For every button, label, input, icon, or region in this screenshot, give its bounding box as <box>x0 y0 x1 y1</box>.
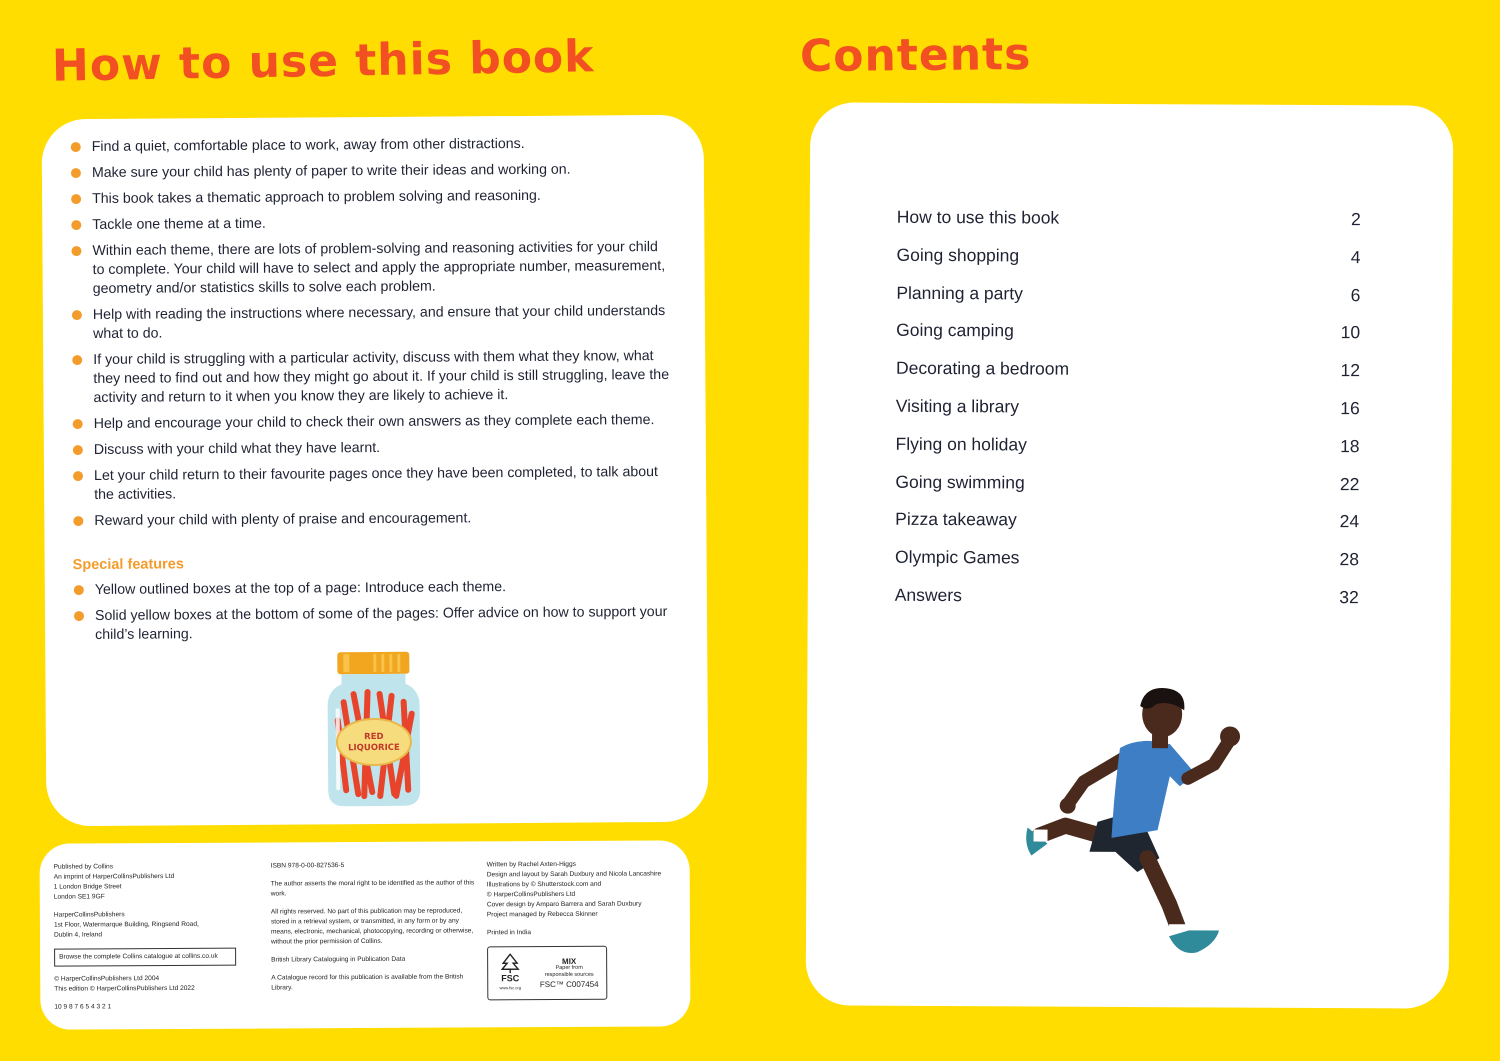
bullet-dot-icon <box>71 168 81 178</box>
instruction-item: Reward your child with plenty of praise and encouragement. <box>72 508 672 531</box>
bullet-dot-icon <box>73 419 83 429</box>
bullet-dot-icon <box>74 611 84 621</box>
toc-entry-title: Visiting a library <box>895 395 1020 417</box>
toc-entry-page: 28 <box>1339 549 1360 570</box>
contents-card <box>806 102 1454 1008</box>
toc-entry-title: How to use this book <box>896 206 1060 228</box>
bullet-dot-icon <box>74 585 84 595</box>
toc-entry-page: 16 <box>1340 398 1360 419</box>
toc-entry-page: 10 <box>1340 322 1361 343</box>
toc-entry-page: 6 <box>1350 284 1361 305</box>
instruction-item: If your child is struggling with a particular activity, discuss with them what they know, what they need to find out and how they might go about it. If your child is still struggling, leave the activity and return to it when you know they are likely to achieve it. <box>71 347 671 408</box>
special-feature-item: Yellow outlined boxes at the top of a page: Introduce each theme. <box>73 577 673 600</box>
fsc-tree-icon: FSC www.fsc.org <box>488 947 532 999</box>
publisher-ireland-address: HarperCollinsPublishers 1st Floor, Watermarque Building, Ringsend Road, Dublin 4, Ireland <box>53 911 199 939</box>
bullet-dot-icon <box>72 310 82 320</box>
toc-entry-page: 22 <box>1339 473 1360 494</box>
printed-in: Printed in India <box>486 929 532 937</box>
runner-illustration-icon <box>1019 685 1240 966</box>
toc-entry-title: Going shopping <box>896 244 1020 266</box>
jar-label-line2: LIQUORICE <box>348 742 400 754</box>
instruction-item: This book takes a thematic approach to problem solving and reasoning. <box>70 186 670 209</box>
fsc-text: MIX Paper from responsible sources FSC™ C007454 <box>539 956 599 990</box>
toc-entry-page: 2 <box>1350 209 1361 230</box>
toc-entry-title: Flying on holiday <box>895 433 1027 455</box>
toc-entry-page: 24 <box>1339 511 1360 532</box>
toc-entry-title: Pizza takeaway <box>895 509 1017 530</box>
publisher-info-card <box>40 840 691 1029</box>
instruction-item: Discuss with your child what they have learnt. <box>72 437 672 460</box>
copyright-notice: © HarperCollinsPublishers Ltd 2004 This edition © HarperCollinsPublishers Ltd 2022 <box>54 975 195 993</box>
toc-entry-page: 32 <box>1339 587 1359 608</box>
moral-rights: The author asserts the moral right to be identified as the author of this work. <box>270 879 475 898</box>
bullet-dot-icon <box>73 471 83 481</box>
all-rights-reserved: All rights reserved. No part of this publication may be reproduced, stored in a retrieval system, or transmitted, in any form or by any means, electronic, mechanical, photocopying, recording or otherwise, without the prior permission of Collins. <box>270 907 474 946</box>
special-features-heading: Special features <box>72 556 184 574</box>
special-features-list <box>73 577 673 652</box>
print-line: 10 9 8 7 6 5 4 3 2 1 <box>54 1003 112 1011</box>
instruction-item: Make sure your child has plenty of paper to write their ideas and working on. <box>70 160 670 183</box>
bullet-dot-icon <box>71 194 81 204</box>
toc-entry[interactable] <box>895 585 1359 625</box>
toc-entry[interactable] <box>896 358 1360 398</box>
toc-entry[interactable] <box>897 207 1361 247</box>
instruction-item: Within each theme, there are lots of problem-solving and reasoning activities for your child to complete. Your child will have to select and apply the appropriate number, measurement, geometry and/or statistics skills to solve each problem. <box>70 238 670 299</box>
rights-column <box>271 860 477 1001</box>
catalogue-record: A Catalogue record for this publication is available from the British Library. <box>271 973 464 992</box>
toc-entry[interactable] <box>896 282 1360 322</box>
bullet-dot-icon <box>71 220 81 230</box>
table-of-contents <box>895 207 1361 625</box>
toc-entry-page: 18 <box>1340 435 1360 456</box>
publisher-address: Published by Collins An imprint of HarperCollinsPublishers Ltd 1 London Bridge Street London SE1 9GF <box>53 863 175 901</box>
toc-entry-page: 12 <box>1340 360 1361 381</box>
toc-entry-title: Going swimming <box>895 471 1025 493</box>
credits: Written by Rachel Axten-Higgs Design and layout by Sarah Duxbury and Nicola Lancashire Illustrations by © Shutterstock.com and © HarperCollinsPublishers Ltd Cover design by Amparo Barrera and Sarah Duxbury Project managed by Rebecca Skinner <box>486 860 662 919</box>
toc-entry-title: Decorating a bedroom <box>895 357 1070 379</box>
bullet-dot-icon <box>73 516 83 526</box>
instruction-item: Find a quiet, comfortable place to work, away from other distractions. <box>70 134 670 157</box>
bullet-dot-icon <box>73 445 83 455</box>
how-to-use-card <box>42 115 709 827</box>
bullet-dot-icon <box>71 142 81 152</box>
instruction-item: Let your child return to their favourite pages once they have been completed, to talk about the activities. <box>72 463 672 505</box>
isbn: ISBN 978-0-00-827536-5 <box>270 862 345 870</box>
tree-icon <box>499 953 521 973</box>
toc-entry-page: 4 <box>1350 246 1361 268</box>
bullet-dot-icon <box>72 355 82 365</box>
instruction-item: Tackle one theme at a time. <box>70 212 670 235</box>
toc-entry-title: Planning a party <box>896 282 1023 304</box>
toc-entry[interactable] <box>895 434 1359 474</box>
toc-entry[interactable] <box>896 245 1360 285</box>
instruction-item: Help with reading the instructions where necessary, and ensure that your child understands what to do. <box>71 302 671 344</box>
toc-entry[interactable] <box>896 396 1360 436</box>
instructions-list <box>70 134 673 538</box>
special-feature-item: Solid yellow boxes at the bottom of some of the pages: Offer advice on how to support your child’s learning. <box>73 603 673 645</box>
contents-heading: Contents <box>799 28 1032 83</box>
cip-data: British Library Cataloguing in Publication Data <box>271 955 406 964</box>
publisher-column <box>54 862 250 1021</box>
bullet-dot-icon <box>71 246 81 256</box>
toc-entry[interactable] <box>895 547 1359 587</box>
jar-label-line1: RED <box>364 731 384 743</box>
toc-entry-title: Answers <box>894 584 962 606</box>
credits-column <box>487 859 688 1000</box>
liquorice-jar-icon <box>323 650 424 811</box>
how-to-use-heading: How to use this book <box>51 31 595 92</box>
toc-entry-title: Olympic Games <box>894 546 1020 568</box>
toc-entry[interactable] <box>895 471 1359 511</box>
fsc-badge <box>487 946 607 1001</box>
toc-entry[interactable] <box>895 509 1359 549</box>
instruction-item: Help and encourage your child to check their own answers as they complete each theme. <box>72 411 672 434</box>
toc-entry[interactable] <box>896 320 1360 360</box>
catalogue-box: Browse the complete Collins catalogue at collins.co.uk <box>54 948 236 967</box>
toc-entry-title: Going camping <box>896 320 1014 341</box>
